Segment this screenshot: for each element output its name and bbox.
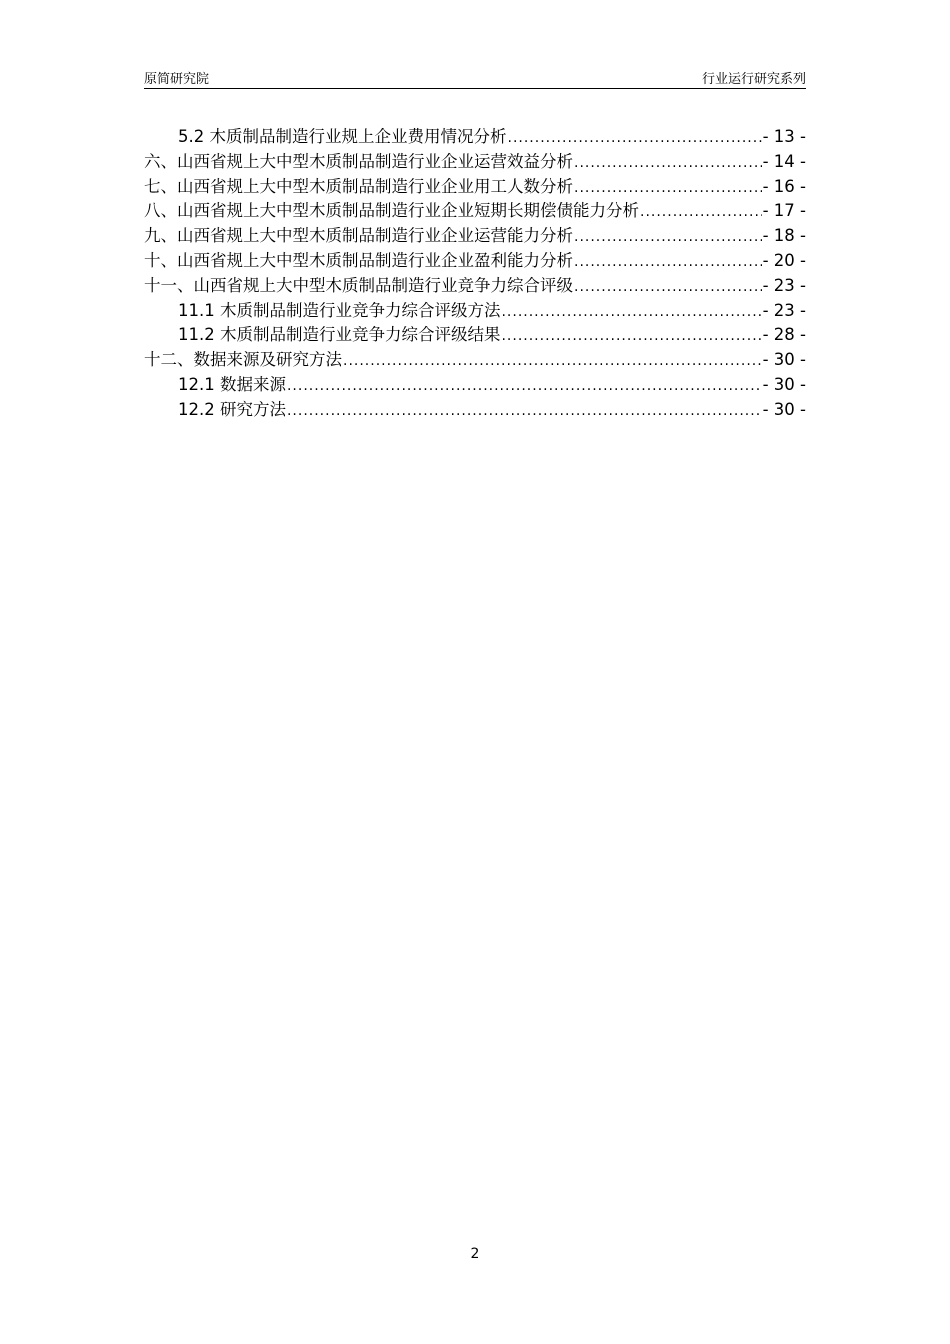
toc-leader-dots — [574, 275, 762, 300]
toc-entry[interactable] — [144, 299, 806, 324]
header-org-name: 原简研究院 — [144, 72, 210, 87]
toc-entry[interactable] — [144, 175, 806, 200]
toc-leader-dots — [287, 374, 762, 399]
page-header — [144, 66, 806, 89]
toc-leader-dots — [508, 126, 762, 151]
header-series-name: 行业运行研究系列 — [701, 72, 806, 87]
toc-entry-title: 六、山西省规上大中型木质制品制造行业企业运营效益分析 — [144, 151, 573, 171]
toc-entry-title: 十二、数据来源及研究方法 — [144, 350, 342, 370]
toc-leader-dots — [574, 176, 762, 201]
toc-leader-dots — [574, 250, 762, 275]
table-of-contents — [144, 125, 806, 423]
toc-leader-dots — [574, 151, 762, 176]
toc-entry-title: 5.2 木质制品制造行业规上企业费用情况分析 — [178, 127, 507, 146]
toc-entry-title: 十一、山西省规上大中型木质制品制造行业竞争力综合评级 — [144, 275, 573, 295]
toc-entry[interactable] — [144, 125, 806, 150]
toc-entry-title: 12.1 数据来源 — [178, 374, 286, 394]
toc-entry-title: 12.2 研究方法 — [178, 399, 286, 419]
toc-entry[interactable] — [144, 199, 806, 224]
toc-entry[interactable] — [144, 150, 806, 175]
toc-entry[interactable] — [144, 274, 806, 299]
toc-entry-page: - 30 - — [762, 374, 806, 394]
toc-entry-page: - 23 - — [762, 275, 806, 295]
toc-entry-page: - 17 - — [762, 201, 806, 221]
toc-entry-page: - 23 - — [762, 300, 806, 320]
toc-entry-title: 十、山西省规上大中型木质制品制造行业企业盈利能力分析 — [144, 250, 573, 270]
toc-leader-dots — [640, 200, 762, 225]
toc-entry[interactable] — [144, 398, 806, 423]
toc-leader-dots — [343, 349, 762, 374]
toc-entry-page: - 13 - — [762, 127, 806, 146]
toc-leader-dots — [287, 399, 762, 424]
toc-entry[interactable] — [144, 348, 806, 373]
toc-entry-page: - 30 - — [762, 399, 806, 419]
toc-entry-title: 11.2 木质制品制造行业竞争力综合评级结果 — [178, 325, 501, 345]
toc-leader-dots — [501, 300, 761, 325]
toc-leader-dots — [574, 225, 762, 250]
toc-entry[interactable] — [144, 224, 806, 249]
toc-entry-page: - 18 - — [762, 226, 806, 246]
toc-entry-page: - 30 - — [762, 350, 806, 370]
toc-entry[interactable] — [144, 249, 806, 274]
toc-entry-title: 11.1 木质制品制造行业竞争力综合评级方法 — [178, 300, 501, 320]
toc-entry-page: - 16 - — [762, 176, 806, 196]
toc-entry-page: - 20 - — [762, 250, 806, 270]
toc-entry[interactable] — [144, 323, 806, 348]
page-number: 2 — [470, 1246, 480, 1262]
toc-entry-title: 九、山西省规上大中型木质制品制造行业企业运营能力分析 — [144, 226, 573, 246]
toc-entry-page: - 28 - — [762, 325, 806, 345]
toc-entry-title: 七、山西省规上大中型木质制品制造行业企业用工人数分析 — [144, 176, 573, 196]
toc-leader-dots — [501, 324, 761, 349]
toc-entry-title: 八、山西省规上大中型木质制品制造行业企业短期长期偿债能力分析 — [144, 201, 639, 221]
toc-entry[interactable] — [144, 373, 806, 398]
toc-entry-page: - 14 - — [762, 151, 806, 171]
